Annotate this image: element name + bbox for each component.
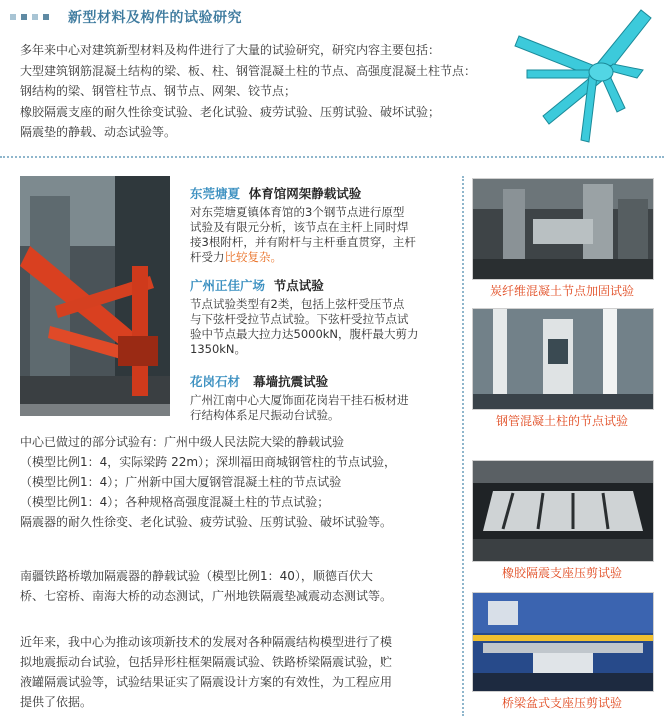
photo-caption: 炭纤维混凝土节点加固试验 <box>489 284 634 298</box>
location-label: 花岗石材 <box>190 374 241 389</box>
text-line: 验中节点最大拉力达5000kN，腹杆最大剪力 <box>190 327 419 341</box>
intro-line: 钢结构的梁、钢管柱节点、钢节点、网架、铰节点； <box>20 84 297 98</box>
bullet-square-icon <box>21 14 27 20</box>
bridge-tests-paragraph <box>20 566 392 606</box>
location-label: 东莞塘夏 <box>190 186 241 201</box>
text-line <box>190 250 416 265</box>
test-name: 节点试验 <box>273 278 324 293</box>
intro-line: 大型建筑钢筋混凝土结构的梁、板、柱、钢管混凝土柱的节点、高强度混凝土柱节点： <box>20 63 477 78</box>
section-dongguan <box>190 184 416 265</box>
text-line: 与下弦杆受拉节点试验。下弦杆受拉节点试 <box>190 312 409 326</box>
photo-caption: 橡胶隔震支座压剪试验 <box>501 566 622 580</box>
text-line: （模型比例1：4）；广州新中国大厦钢管混凝土柱的节点试验 <box>20 475 342 489</box>
intro-line: 多年来中心对建筑新型材料及构件进行了大量的试验研究，研究内容主要包括： <box>20 43 441 57</box>
bullet-square-icon <box>10 14 16 20</box>
intro-line: 橡胶隔震支座的耐久性徐变试验、老化试验、疲劳试验、压剪试验、破坏试验； <box>20 104 441 119</box>
section-zhengjia <box>190 276 419 357</box>
text-fragment: 杆受力 <box>190 250 225 264</box>
bridge-pot-bearing-test-photo <box>472 592 654 692</box>
text-line: 对东莞塘夏镇体育馆的3个钢节点进行原型 <box>190 205 405 219</box>
completed-tests-paragraph <box>20 432 396 532</box>
section-granite <box>190 372 409 423</box>
text-line: 1350kN。 <box>190 342 247 356</box>
text-line: 提供了依据。 <box>20 695 93 709</box>
bullet-square-icon <box>32 14 38 20</box>
text-line: 隔震器的耐久性徐变、老化试验、疲劳试验、压剪试验、破坏试验等。 <box>20 515 393 529</box>
test-name: 幕墙抗震试验 <box>253 374 329 389</box>
page-title: 新型材料及构件的试验研究 <box>68 10 242 26</box>
section-body <box>190 205 416 265</box>
carbon-fiber-joint-test-photo <box>472 178 654 280</box>
section-header <box>10 6 242 28</box>
bullet-square-icon <box>43 14 49 20</box>
text-line: 液罐隔震试验等，试验结果证实了隔震设计方案的有效性，为工程应用 <box>20 675 393 689</box>
text-line: 节点试验类型有2类，包括上弦杆受压节点 <box>190 297 405 311</box>
column-divider <box>462 176 464 716</box>
section-title <box>190 372 409 390</box>
steel-frame-test-photo <box>20 176 170 416</box>
section-title <box>190 184 416 202</box>
text-line: 广州江南中心大厦饰面花岗岩干挂石板材进 <box>190 393 409 407</box>
text-line: 桥、七窑桥、南海大桥的动态测试，广州地铁隔震垫减震动态测试等。 <box>20 589 393 603</box>
recent-tests-paragraph <box>20 632 392 712</box>
text-line: 南疆铁路桥墩加隔震器的静载试验（模型比例1：40），顺德百伏大 <box>20 569 373 583</box>
location-label: 广州正佳广场 <box>190 278 266 293</box>
text-line: 拟地震振动台试验，包括异形柱框架隔震试验、铁路桥梁隔震试验，贮 <box>20 655 393 669</box>
text-line: 行结构体系足尺振动台试验。 <box>190 408 340 422</box>
section-body <box>190 297 419 357</box>
photo-caption: 桥梁盆式支座压剪试验 <box>501 696 622 710</box>
section-divider <box>0 156 664 158</box>
text-line: 接3根附杆，并有附杆与主杆垂直贯穿，主杆 <box>190 235 416 249</box>
test-name: 体育馆网架静载试验 <box>248 186 362 201</box>
text-line: 近年来，我中心为推动该项新技术的发展对各种隔震结构模型进行了模 <box>20 635 393 649</box>
intro-line: 隔震垫的静载、动态试验等。 <box>20 125 177 139</box>
rubber-bearing-shear-test-photo <box>472 460 654 562</box>
section-title <box>190 276 419 294</box>
steel-tube-column-test-photo <box>472 308 654 410</box>
text-line: 中心已做过的部分试验有：广州中级人民法院大梁的静载试验 <box>20 435 345 449</box>
text-line: 试验及有限元分析，该节点在主杆上同时焊 <box>190 220 409 234</box>
highlight-text: 比较复杂。 <box>224 250 282 264</box>
text-line: （模型比例1：4）；各种规格高强度混凝土柱的节点试验； <box>20 495 330 509</box>
section-body <box>190 393 409 423</box>
text-line: （模型比例1：4，实际梁跨 22m）；深圳福田商城钢管柱的节点试验， <box>20 455 397 469</box>
intro-paragraph <box>20 40 500 143</box>
photo-caption: 钢管混凝土柱的节点试验 <box>495 414 628 428</box>
steel-node-model-image <box>505 4 655 152</box>
